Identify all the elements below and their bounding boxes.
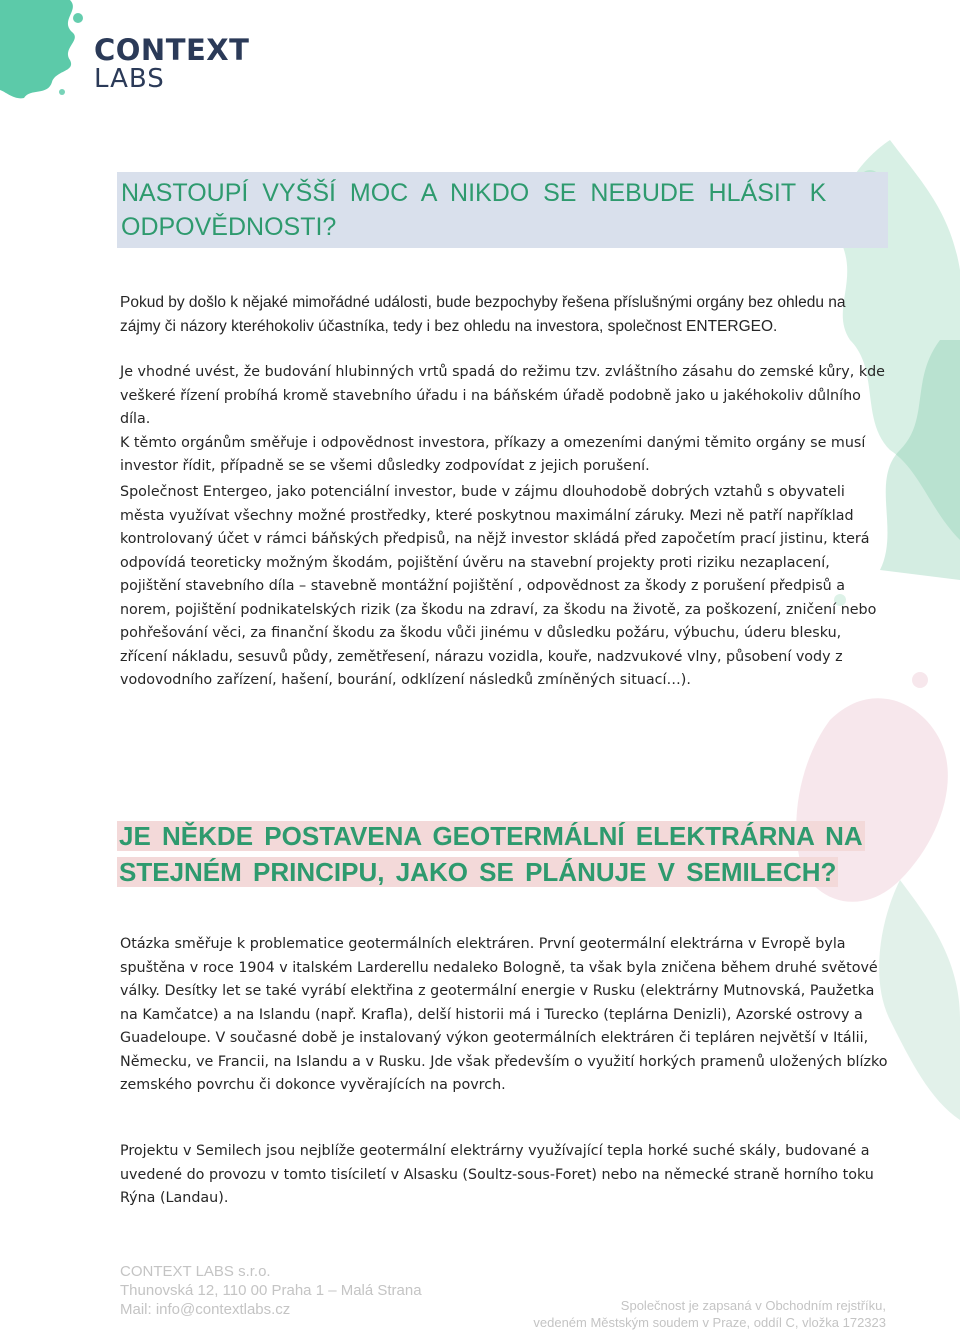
footer-registry-line2: vedeném Městským soudem v Praze, oddíl C, vložka 172323 xyxy=(533,1315,886,1330)
heading1-line1: NASTOUPÍ VYŠŠÍ MOC A NIKDO SE NEBUDE HLÁSIT K xyxy=(121,179,827,207)
paragraph-semily-project: Projektu v Semilech jsou nejblíže geotermální elektrárny využívající tepla horké suché skály, budované a uvedené do provozu v tomto tisíciletí v Alsasku (Soultz-sous-Foret) nebo na německé straně horního toku Rýna (Landau). xyxy=(120,1143,874,1206)
paragraph-guarantees: Společnost Entergeo, jako potenciální investor, bude v zájmu dlouhodobě dobrých vztahů s obyvateli města využívat všechny možné prostředky, které poskytnou maximální záruky. Mezi ně patří například kontrolovaný účet v rámci báňských předpisů, na nějž investor skládá před započetím prací jistinu, která odpovídá teoreticky možným škodám, pojištění úvěru na stavební projekty proti riziku nezaplacení, pojištění stavebního díla – stavebně montážní pojištění , odpovědnost za škody z porušení předpisů a norem, pojištění podnikatelských rizik (za škodu na zdraví, za škodu na životě, za poškození, zničení nebo pohřešování věci, za finanční škodu za škodu vůči jinému v důsledku požáru, výbuchu, úderu blesku, zřícení nákladu, sesuvů půdy, zemětřesení, nárazu vozidla, kouře, nadzvukové vlny, působení vody z vodovodního zařízení, hašení, bourání, odklízení následků zmíněných situací…). xyxy=(120,484,877,688)
company-logo xyxy=(94,33,250,94)
footer-registry xyxy=(533,1297,886,1331)
heading2-line2: STEJNÉM PRINCIPU, JAKO SE PLÁNUJE V SEMILECH? xyxy=(119,857,837,887)
paragraph-regulation-part2: K těmto orgánům směřuje i odpovědnost investora, příkazy a omezeními danými těmito orgány se musí investor řídit, případně se se všemi důsledky zodpovídat z jejich porušení. xyxy=(120,434,866,474)
footer-mail: Mail: info@contextlabs.cz xyxy=(120,1301,291,1318)
footer-registry-line1: Společnost je zapsaná v Obchodním rejstříku, xyxy=(620,1298,886,1313)
heading-geothermal-plants xyxy=(117,818,888,890)
logo-line-context: CONTEXT xyxy=(94,33,250,67)
heading2-line1: JE NĚKDE POSTAVENA GEOTERMÁLNÍ ELEKTRÁRNA NA xyxy=(119,821,863,851)
logo-line-labs: LABS xyxy=(94,64,165,94)
paragraph-authorities: Pokud by došlo k nějaké mimořádné události, bude bezpochyby řešena příslušnými orgány bez ohledu na zájmy či názory kteréhokoliv účastníka, tedy i bez ohledu na investora, společnost ENTERGEO. xyxy=(120,294,846,335)
paragraph-regulation xyxy=(120,361,890,479)
footer-company: CONTEXT LABS s.r.o. xyxy=(120,1263,271,1280)
heading1-line2: ODPOVĚDNOSTI? xyxy=(121,213,337,241)
footer-address: Thunovská 12, 110 00 Praha 1 – Malá Strana xyxy=(120,1282,422,1299)
paragraph-regulation-part1: Je vhodné uvést, že budování hlubinných vrtů spadá do režimu tzv. zvláštního zásahu do zemské kůry, kde veškeré řízení probíhá kromě stavebního úřadu i na báňském úřadě podobně jako u jakéhokoliv důlního díla. xyxy=(120,364,885,427)
heading-responsibility xyxy=(117,172,888,248)
footer-contact xyxy=(120,1262,422,1319)
paragraph-geothermal-history: Otázka směřuje k problematice geotermálních elektráren. První geotermální elektrárna v Evropě byla spuštěna v roce 1904 v italském Larderellu nedaleko Bologně, ta však byla zničena během druhé světové války. Desítky let se také vyrábí elektřina z geotermální energie v Rusku (elektrárny Mutnovská, Paužetka na Kamčatce) a na Islandu (např. Krafla), delší historii má i Turecko (teplárna Denizli), Azorské ostrovy a Guadeloupe. V současné době je instalovaný výkon geotermálních elektráren či tepláren největší v Itálii, Německu, ve Francii, na Islandu a v Rusku. Jde však především o využití horkých pramenů uložených blízko zemského povrchu či dokonce vyvěrajících na povrch. xyxy=(120,936,888,1093)
green-splash-topleft xyxy=(0,0,90,100)
